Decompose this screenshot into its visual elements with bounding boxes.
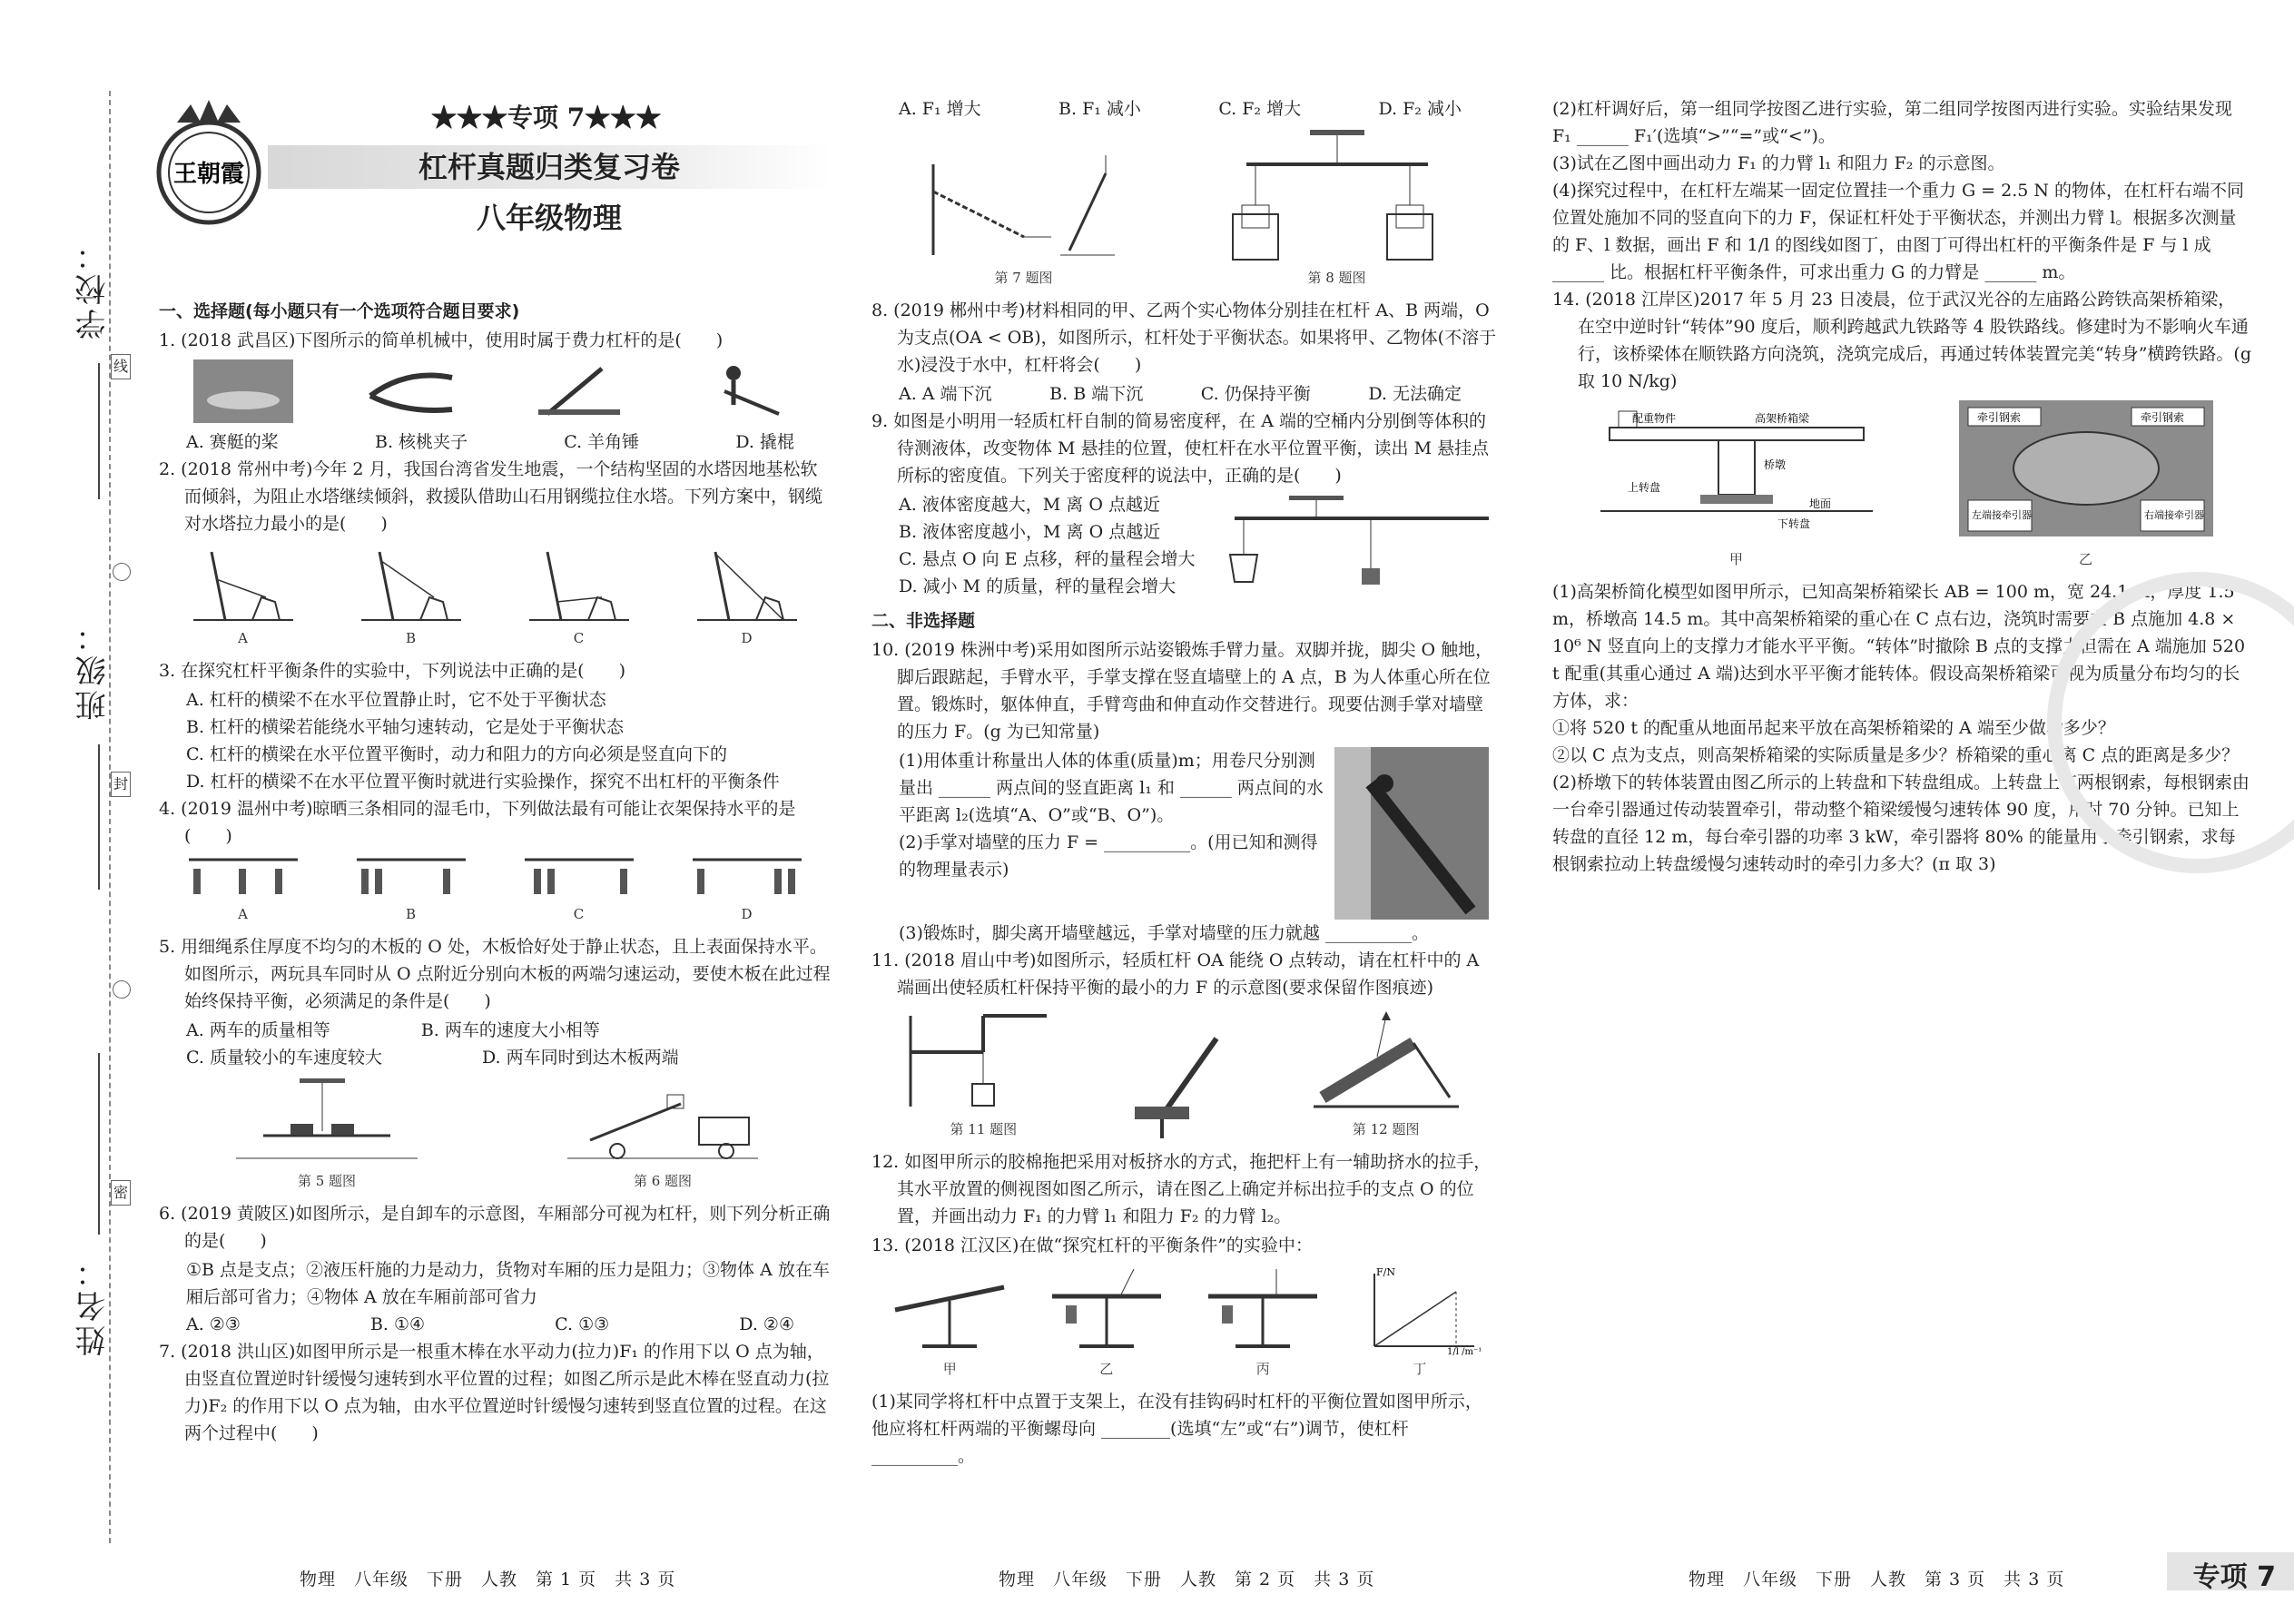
water-tower-diagram bbox=[357, 543, 466, 625]
name-label: 姓名： bbox=[75, 1253, 112, 1356]
bind-seal-mark: 封 bbox=[111, 772, 131, 797]
question-5: 5. 用细绳系住厚度不均匀的木板的 O 处，木板恰好处于静止状态，且上表面保持水平。如图所示，两玩具车同时从 O 点附近分别向木板的两端匀速运动，要使木板在此过程始终保持平衡，必须满足的条件是( ) bbox=[159, 937, 831, 1011]
q13-part-4: (4)探究过程中，在杠杆左端某一固定位置挂一个重力 G = 2.5 N 的物体，在杠杆右端不同位置处施加不同的竖直向下的力 F，保证杠杆处于平衡状态，并测出力臂 l。根据多次测量的 F、l 数据，画出 F 和 1/l 的图线如图丁，由图丁可得出杠杆的平衡条件是 F 与 l 成 ______ 比。根据杠杆平衡条件，可求出重力 G 的力臂是 ______ m。 bbox=[1552, 181, 2245, 282]
option-b[interactable]: B. ①④ bbox=[369, 1314, 426, 1334]
label-lower-turntable: 下转盘 bbox=[1777, 517, 1810, 530]
fig11-caption: 第 11 题图 bbox=[950, 1121, 1018, 1137]
q2-label-b: B bbox=[405, 630, 417, 646]
q6-statements: ①B 点是支点；②液压杆施的力是动力，货物对车厢的压力是阻力；③物体 A 放在车厢后部可省力；④物体 A 放在车厢前部可省力 bbox=[186, 1260, 830, 1307]
lever-immersed-diagram bbox=[1228, 128, 1446, 264]
label-upper-turntable: 上转盘 bbox=[1627, 481, 1660, 494]
question-8: 8. (2019 郴州中考)材料相同的甲、乙两个实心物体分别挂在杠杆 A、B 两端，O 为支点(OA < OB)，如图所示，杠杆处于平衡状态。如果将甲、乙物体(不溶于水)浸没于水中，杠杆将会( ) bbox=[871, 300, 1497, 375]
class-line bbox=[98, 744, 100, 890]
school-line bbox=[98, 363, 100, 499]
turntable-photo bbox=[1959, 400, 2213, 546]
q3-option-a[interactable]: A. 杠杆的横梁不在水平位置静止时，它不处于平衡状态 bbox=[186, 690, 606, 710]
q14-label-yi: 乙 bbox=[2078, 551, 2092, 567]
option-d[interactable]: D. 两车同时到达木板两端 bbox=[481, 1048, 679, 1068]
dump-truck-diagram bbox=[563, 1077, 763, 1167]
q4-label-c: C bbox=[573, 906, 585, 922]
page-subtitle: 八年级物理 bbox=[476, 201, 622, 235]
option-b[interactable]: B. 核桃夹子 bbox=[374, 432, 468, 452]
fig12-caption: 第 12 题图 bbox=[1352, 1121, 1420, 1137]
rowing-boat-photo bbox=[193, 359, 293, 423]
q7-options bbox=[871, 95, 1498, 123]
q13-part-2: (2)杠杆调好后，第一组同学按图乙进行实验，第二组同学按图丙进行实验。实验结果发现 F₁ ______ F₁′(选填“>”“=”或“<”)。 bbox=[1552, 99, 2232, 146]
q4-label-b: B bbox=[405, 906, 417, 922]
lever-stand-bing bbox=[1199, 1265, 1326, 1355]
nutcracker-icon bbox=[361, 359, 461, 423]
bind-line-mark: 线 bbox=[111, 354, 131, 379]
option-c[interactable]: C. 羊角锤 bbox=[564, 432, 640, 452]
footer-page-3: 物理 八年级 下册 人教 第 3 页 共 3 页 bbox=[1689, 1570, 2065, 1590]
hanger-diagram bbox=[352, 855, 470, 901]
fig5-caption: 第 5 题图 bbox=[297, 1173, 357, 1189]
question-13: 13. (2018 江汉区)在做“探究杠杆的平衡条件”的实验中： bbox=[871, 1235, 1313, 1255]
q13-label-ding: 丁 bbox=[1413, 1361, 1427, 1377]
water-tower-diagram bbox=[189, 543, 298, 625]
binding-dash-line bbox=[109, 91, 111, 1543]
option-c[interactable]: C. F₂ 增大 bbox=[1218, 99, 1302, 119]
q5-options-row2 bbox=[159, 1044, 831, 1071]
option-d[interactable]: D. 无法确定 bbox=[1368, 384, 1462, 404]
q1-options bbox=[159, 428, 831, 456]
q14-part-2: (2)桥墩下的转体装置由图乙所示的上转盘和下转盘组成。上转盘上有两根钢索，每根钢索由一台牵引器通过传动装置牵引，带动整个箱梁缓慢匀速转体 90 度，用时 70 分钟。已知上转盘的直径 12 m，每台牵引器的功率 3 kW，牵引器将 80% 的能量用于牵引钢索，求每根钢索拉动上转盘缓慢匀速转动时的牵引力多大？(π 取 3) bbox=[1552, 773, 2250, 874]
q4-label-d: D bbox=[741, 906, 753, 922]
option-d[interactable]: D. 撬棍 bbox=[735, 432, 794, 452]
hanger-diagram bbox=[520, 855, 638, 901]
option-a[interactable]: A. 两车的质量相等 bbox=[186, 1020, 330, 1040]
q9-option-d[interactable]: D. 减小 M 的质量，秤的量程会增大 bbox=[899, 576, 1177, 596]
bind-dot bbox=[113, 563, 131, 581]
q2-label-d: D bbox=[741, 630, 753, 646]
option-d[interactable]: D. F₂ 减小 bbox=[1378, 99, 1462, 119]
q2-label-a: A bbox=[238, 630, 248, 646]
q6-options bbox=[159, 1311, 831, 1338]
q10-part-2: (2)手掌对墙壁的压力 F = __________。(用已知和测得的物理量表示) bbox=[899, 832, 1318, 880]
option-a[interactable]: A. ②③ bbox=[186, 1314, 241, 1334]
question-6: 6. (2019 黄陂区)如图所示，是自卸车的示意图，车厢部分可视为杠杆，则下列分析正确的是( ) bbox=[159, 1204, 831, 1251]
question-1: 1. (2018 武昌区)下图所示的简单机械中，使用时属于费力杠杆的是( ) bbox=[159, 330, 724, 350]
question-7: 7. (2018 洪山区)如图甲所示是一根重木棒在水平动力(拉力)F₁ 的作用下以 O 点为轴，由竖直位置逆时针缓慢匀速转到水平位置的过程；如图乙所示是此木棒在竖直动力(拉力)F₂ 的作用下以 O 点为轴，由水平位置逆时针缓慢匀速转到竖直位置的过程。在这两个过程中( ) bbox=[159, 1342, 830, 1443]
option-a[interactable]: A. 赛艇的桨 bbox=[186, 432, 279, 452]
question-14: 14. (2018 江岸区)2017 年 5 月 23 日凌晨，位于武汉光谷的左庙路公跨铁高架桥箱梁，在空中逆时针“转体”90 度后，顺利跨越武九铁路等 4 股铁路线。修建时为不影响火车通行，该桥梁体在顺铁路方向浇筑，浇筑完成后，再通过转体装置完美“转身”横跨铁路。(g 取 10 N/kg) bbox=[1552, 290, 2252, 391]
label-ground: 地面 bbox=[1808, 497, 1831, 510]
question-9: 9. 如图是小明用一轻质杠杆自制的简易密度秤，在 A 端的空桶内分别倒等体积的待测液体，改变物体 M 悬挂的位置，使杠杆在水平位置平衡，读出 M 悬挂点所标的密度值。下列关于密度秤的说法中，正确的是( ) bbox=[871, 411, 1490, 486]
q3-option-c[interactable]: C. 杠杆的横梁在水平位置平衡时，动力和阻力的方向必须是竖直向下的 bbox=[186, 744, 727, 764]
fig7-caption: 第 7 题图 bbox=[994, 270, 1053, 286]
crowbar-icon bbox=[697, 359, 797, 423]
q13-label-bing: 丙 bbox=[1255, 1361, 1270, 1377]
option-a[interactable]: A. A 端下沉 bbox=[899, 384, 992, 404]
q5-options-row1 bbox=[159, 1017, 831, 1044]
option-b[interactable]: B. B 端下沉 bbox=[1049, 384, 1144, 404]
lever-oa-diagram bbox=[901, 1007, 1065, 1116]
board-cars-diagram bbox=[227, 1077, 427, 1167]
option-c[interactable]: C. 质量较小的车速度较大 bbox=[186, 1048, 382, 1068]
fig6-caption: 第 6 题图 bbox=[633, 1173, 693, 1189]
hanger-diagram bbox=[184, 855, 302, 901]
lever-stand-yi bbox=[1043, 1265, 1170, 1355]
footer-page-2: 物理 八年级 下册 人教 第 2 页 共 3 页 bbox=[999, 1570, 1375, 1590]
option-c[interactable]: C. 仍保持平衡 bbox=[1200, 384, 1311, 404]
option-c[interactable]: C. ①③ bbox=[555, 1314, 610, 1334]
water-tower-diagram bbox=[525, 543, 634, 625]
q10-body bbox=[871, 747, 1498, 920]
q14-part-1: (1)高架桥简化模型如图甲所示，已知高架桥箱梁长 AB = 100 m，宽 24.1 m，厚度 1.5 m，桥墩高 14.5 m。其中高架桥箱梁的重心在 C 点右边，浇筑时需要在 B 点施加 4.8 × 10⁶ N 竖直向上的支撑力才能水平平衡。“转体”时撤除 B 点的支撑力但需在 A 端施加 520 t 配重(其重心通过 A 端)达到水平平衡才能转体。假设高架桥箱梁可视为质量分布均匀的长方体，求： bbox=[1552, 582, 2246, 711]
label-cable-left: 牵引钢索 bbox=[1976, 411, 2021, 424]
water-tower-diagram bbox=[693, 543, 802, 625]
question-4: 4. (2019 温州中考)晾晒三条相同的湿毛巾，下列做法最有可能让衣架保持水平的是( ) bbox=[159, 799, 796, 846]
question-10: 10. (2019 株洲中考)采用如图所示站姿锻炼手臂力量。双脚并拢，脚尖 O 触地，脚后跟踮起，手臂水平，手掌支撑在竖直墙壁上的 A 点，B 为人体重心所在位置。锻炼时，躯体伸直，手臂弯曲和伸直动作交替进行。现要估测手掌对墙壁的压力 F。(g 为已知常量) bbox=[871, 640, 1493, 742]
column-1 bbox=[159, 95, 831, 1449]
q14-label-jia: 甲 bbox=[1728, 551, 1743, 567]
q13-part-1: (1)某同学将杠杆中点置于支架上，在没有挂钩码时杠杆的平衡位置如图甲所示，他应将杠杆两端的平衡螺母向 ________(选填“左”或“右”)调节，使杠杆 __________。 bbox=[871, 1392, 1482, 1466]
column-2 bbox=[871, 95, 1498, 1470]
option-b[interactable]: B. 两车的速度大小相等 bbox=[420, 1020, 600, 1040]
rod-rotation-diagram bbox=[924, 155, 1124, 264]
q14-part-1b: ②以 C 点为支点，则高架桥箱梁的实际质量是多少？桥箱梁的重心离 C 点的距离是多少？ bbox=[1552, 745, 2240, 765]
label-counterweight: 配重物件 bbox=[1631, 412, 1676, 425]
school-label: 学校： bbox=[75, 236, 112, 340]
claw-hammer-icon bbox=[529, 359, 629, 423]
fig8-caption: 第 8 题图 bbox=[1307, 270, 1366, 286]
q10-part-1: (1)用体重计称量出人体的体重(质量)m；用卷尺分别测量出 ______ 两点间的竖直距离 l₁ 和 ______ 两点间的水平距离 l₂(选填“A、O”或“B、O”)。 bbox=[899, 751, 1324, 825]
name-line bbox=[98, 1053, 100, 1235]
mop-diagram bbox=[1126, 1034, 1244, 1143]
title-bar bbox=[268, 145, 831, 189]
q13-part-3: (3)试在乙图中画出动力 F₁ 的力臂 l₁ 和阻力 F₂ 的示意图。 bbox=[1552, 153, 2005, 173]
q11-q12-figures bbox=[871, 1007, 1498, 1143]
q9-options bbox=[871, 491, 1226, 600]
q9-option-c[interactable]: C. 悬点 O 向 E 点移，秤的量程会增大 bbox=[899, 549, 1196, 569]
f-vs-inverse-l-graph bbox=[1356, 1265, 1483, 1355]
q9-option-b[interactable]: B. 液体密度越小，M 离 O 点越近 bbox=[899, 522, 1161, 542]
q5-q6-figures bbox=[159, 1077, 831, 1195]
footer-page-1: 物理 八年级 下册 人教 第 1 页 共 3 页 bbox=[300, 1570, 676, 1590]
section-choice: 一、选择题(每小题只有一个选项符合题目要求) bbox=[159, 301, 520, 321]
page-title: 杠杆真题归类复习卷 bbox=[418, 150, 680, 184]
q14-figures bbox=[1552, 400, 2251, 573]
bind-dot bbox=[113, 980, 131, 999]
q13-label-jia: 甲 bbox=[942, 1361, 957, 1377]
q13-label-yi: 乙 bbox=[1099, 1361, 1114, 1377]
option-b[interactable]: B. F₁ 减小 bbox=[1058, 99, 1141, 119]
header bbox=[159, 95, 831, 290]
q2-label-c: C bbox=[573, 630, 585, 646]
q3-option-b[interactable]: B. 杠杆的横梁若能绕水平轴匀速转动，它是处于平衡状态 bbox=[186, 717, 625, 737]
q9-body bbox=[871, 491, 1498, 600]
bridge-model-diagram bbox=[1591, 400, 1882, 546]
q7-q8-figures bbox=[871, 128, 1498, 291]
mop-handle-lever-diagram bbox=[1305, 1007, 1468, 1116]
topic-badge: ★★★专项 7★★★ bbox=[431, 103, 662, 133]
label-right-puller: 右端接牵引器 bbox=[2143, 509, 2204, 521]
q14-part-1a: ①将 520 t 的配重从地面吊起来平放在高架桥箱梁的 A 端至少做功多少？ bbox=[1552, 718, 2115, 738]
logo-text: 王朝霞 bbox=[172, 161, 245, 188]
bind-close-mark: 密 bbox=[111, 1180, 131, 1206]
lever-stand-jia bbox=[886, 1265, 1013, 1355]
q9-option-a[interactable]: A. 液体密度越大，M 离 O 点越近 bbox=[899, 495, 1160, 515]
q4-label-a: A bbox=[238, 906, 248, 922]
label-left-puller: 左端接牵引器 bbox=[1971, 509, 2032, 521]
label-box-girder: 高架桥箱梁 bbox=[1754, 412, 1809, 425]
option-a[interactable]: A. F₁ 增大 bbox=[899, 99, 981, 119]
question-2: 2. (2018 常州中考)今年 2 月，我国台湾省发生地震，一个结构坚固的水塔因地基松软而倾斜，为阻止水塔继续倾斜，救援队借助山石用钢缆拉住水塔。下列方案中，钢缆对水塔拉力最小的是( ) bbox=[159, 459, 823, 534]
label-pier: 桥墩 bbox=[1763, 458, 1786, 471]
q2-figures bbox=[159, 543, 831, 652]
question-12: 12. 如图甲所示的胶棉拖把采用对板挤水的方式，拖把杆上有一辅助挤水的拉手，其水平放置的侧视图如图乙所示，请在图乙上确定并标出拉手的支点 O 的位置，并画出动力 F₁ 的力臂 l₁ 和阻力 F₂ 的力臂 l₂。 bbox=[871, 1152, 1492, 1226]
hanger-diagram bbox=[688, 855, 806, 901]
question-11: 11. (2018 眉山中考)如图所示，轻质杠杆 OA 能绕 O 点转动，请在杠杆中的 A 端画出使轻质杠杆保持平衡的最小的力 F 的示意图(要求保留作图痕迹) bbox=[871, 950, 1480, 998]
graph-axis-x: 1/l /m⁻¹ bbox=[1446, 1347, 1482, 1355]
crown-logo-icon bbox=[150, 95, 268, 231]
question-3: 3. 在探究杠杆平衡条件的实验中，下列说法中正确的是( ) bbox=[159, 661, 625, 681]
q1-figures bbox=[159, 359, 831, 423]
binding-margin bbox=[54, 236, 127, 1598]
q4-figures bbox=[159, 855, 831, 928]
q3-option-d[interactable]: D. 杠杆的横梁不在水平位置平衡时就进行实验操作，探究不出杠杆的平衡条件 bbox=[186, 772, 780, 792]
density-scale-diagram bbox=[1226, 491, 1498, 591]
class-label: 班级： bbox=[75, 617, 112, 721]
label-cable-right: 牵引钢索 bbox=[2140, 411, 2184, 424]
q8-options bbox=[871, 380, 1498, 408]
wall-pushup-photo bbox=[1334, 747, 1489, 920]
option-d[interactable]: D. ②④ bbox=[739, 1314, 794, 1334]
q10-part-3: (3)锻炼时，脚尖离开墙壁越远，手掌对墙壁的压力就越 __________。 bbox=[899, 923, 1429, 943]
section-nonchoice: 二、非选择题 bbox=[871, 611, 976, 631]
q10-parts bbox=[871, 747, 1325, 920]
corner-topic-label: 专项 7 bbox=[2192, 1561, 2276, 1593]
q13-figures bbox=[871, 1265, 1498, 1383]
graph-axis-y: F/N bbox=[1375, 1266, 1395, 1278]
